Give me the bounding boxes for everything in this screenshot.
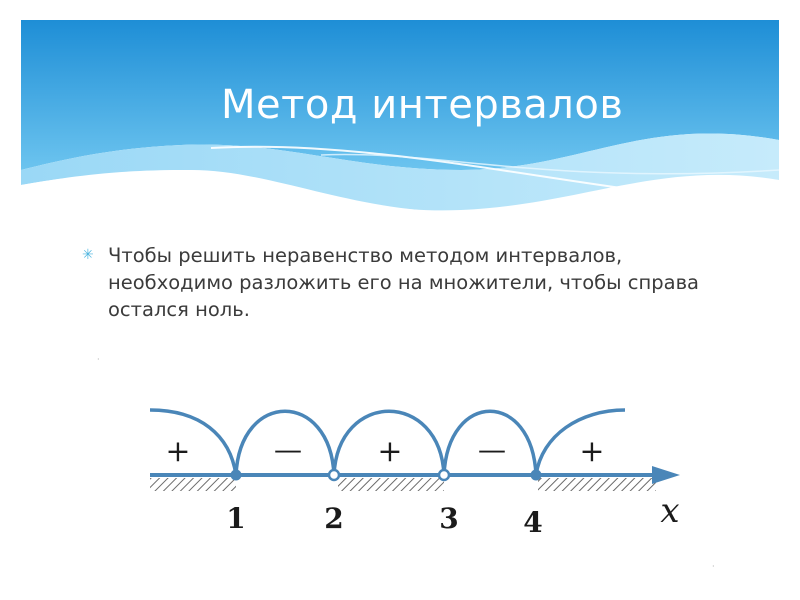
number-line-diagram (140, 395, 700, 545)
stray-mark: · (97, 355, 100, 364)
hatch-region (538, 478, 656, 491)
point-label: 2 (324, 502, 344, 535)
stray-mark: · (712, 562, 715, 571)
point-filled (531, 470, 542, 481)
bullet-icon: ✳ (82, 247, 94, 263)
point-open (439, 470, 449, 480)
point-label: 3 (439, 502, 459, 535)
bullet-item (82, 242, 722, 323)
point-label: 1 (226, 502, 246, 535)
title-banner (21, 20, 779, 220)
point-open (329, 470, 339, 480)
sign-label: — (478, 433, 506, 466)
sign-label: + (377, 434, 403, 469)
hatch-region (150, 478, 236, 491)
axis-arrow-icon (652, 466, 680, 484)
sign-label: + (579, 434, 605, 469)
point-filled (231, 470, 242, 481)
sign-label: — (274, 433, 302, 466)
point-label: 4 (523, 506, 543, 539)
bullet-text: Чтобы решить неравенство методом интервалов, необходимо разложить его на множители, чтобы справа остался ноль. (108, 244, 700, 321)
sign-arc (150, 410, 236, 475)
sign-label: + (165, 434, 191, 469)
slide-title: Метод интервалов (221, 82, 624, 128)
axis-label: x (660, 491, 680, 531)
hatch-region (338, 478, 444, 491)
